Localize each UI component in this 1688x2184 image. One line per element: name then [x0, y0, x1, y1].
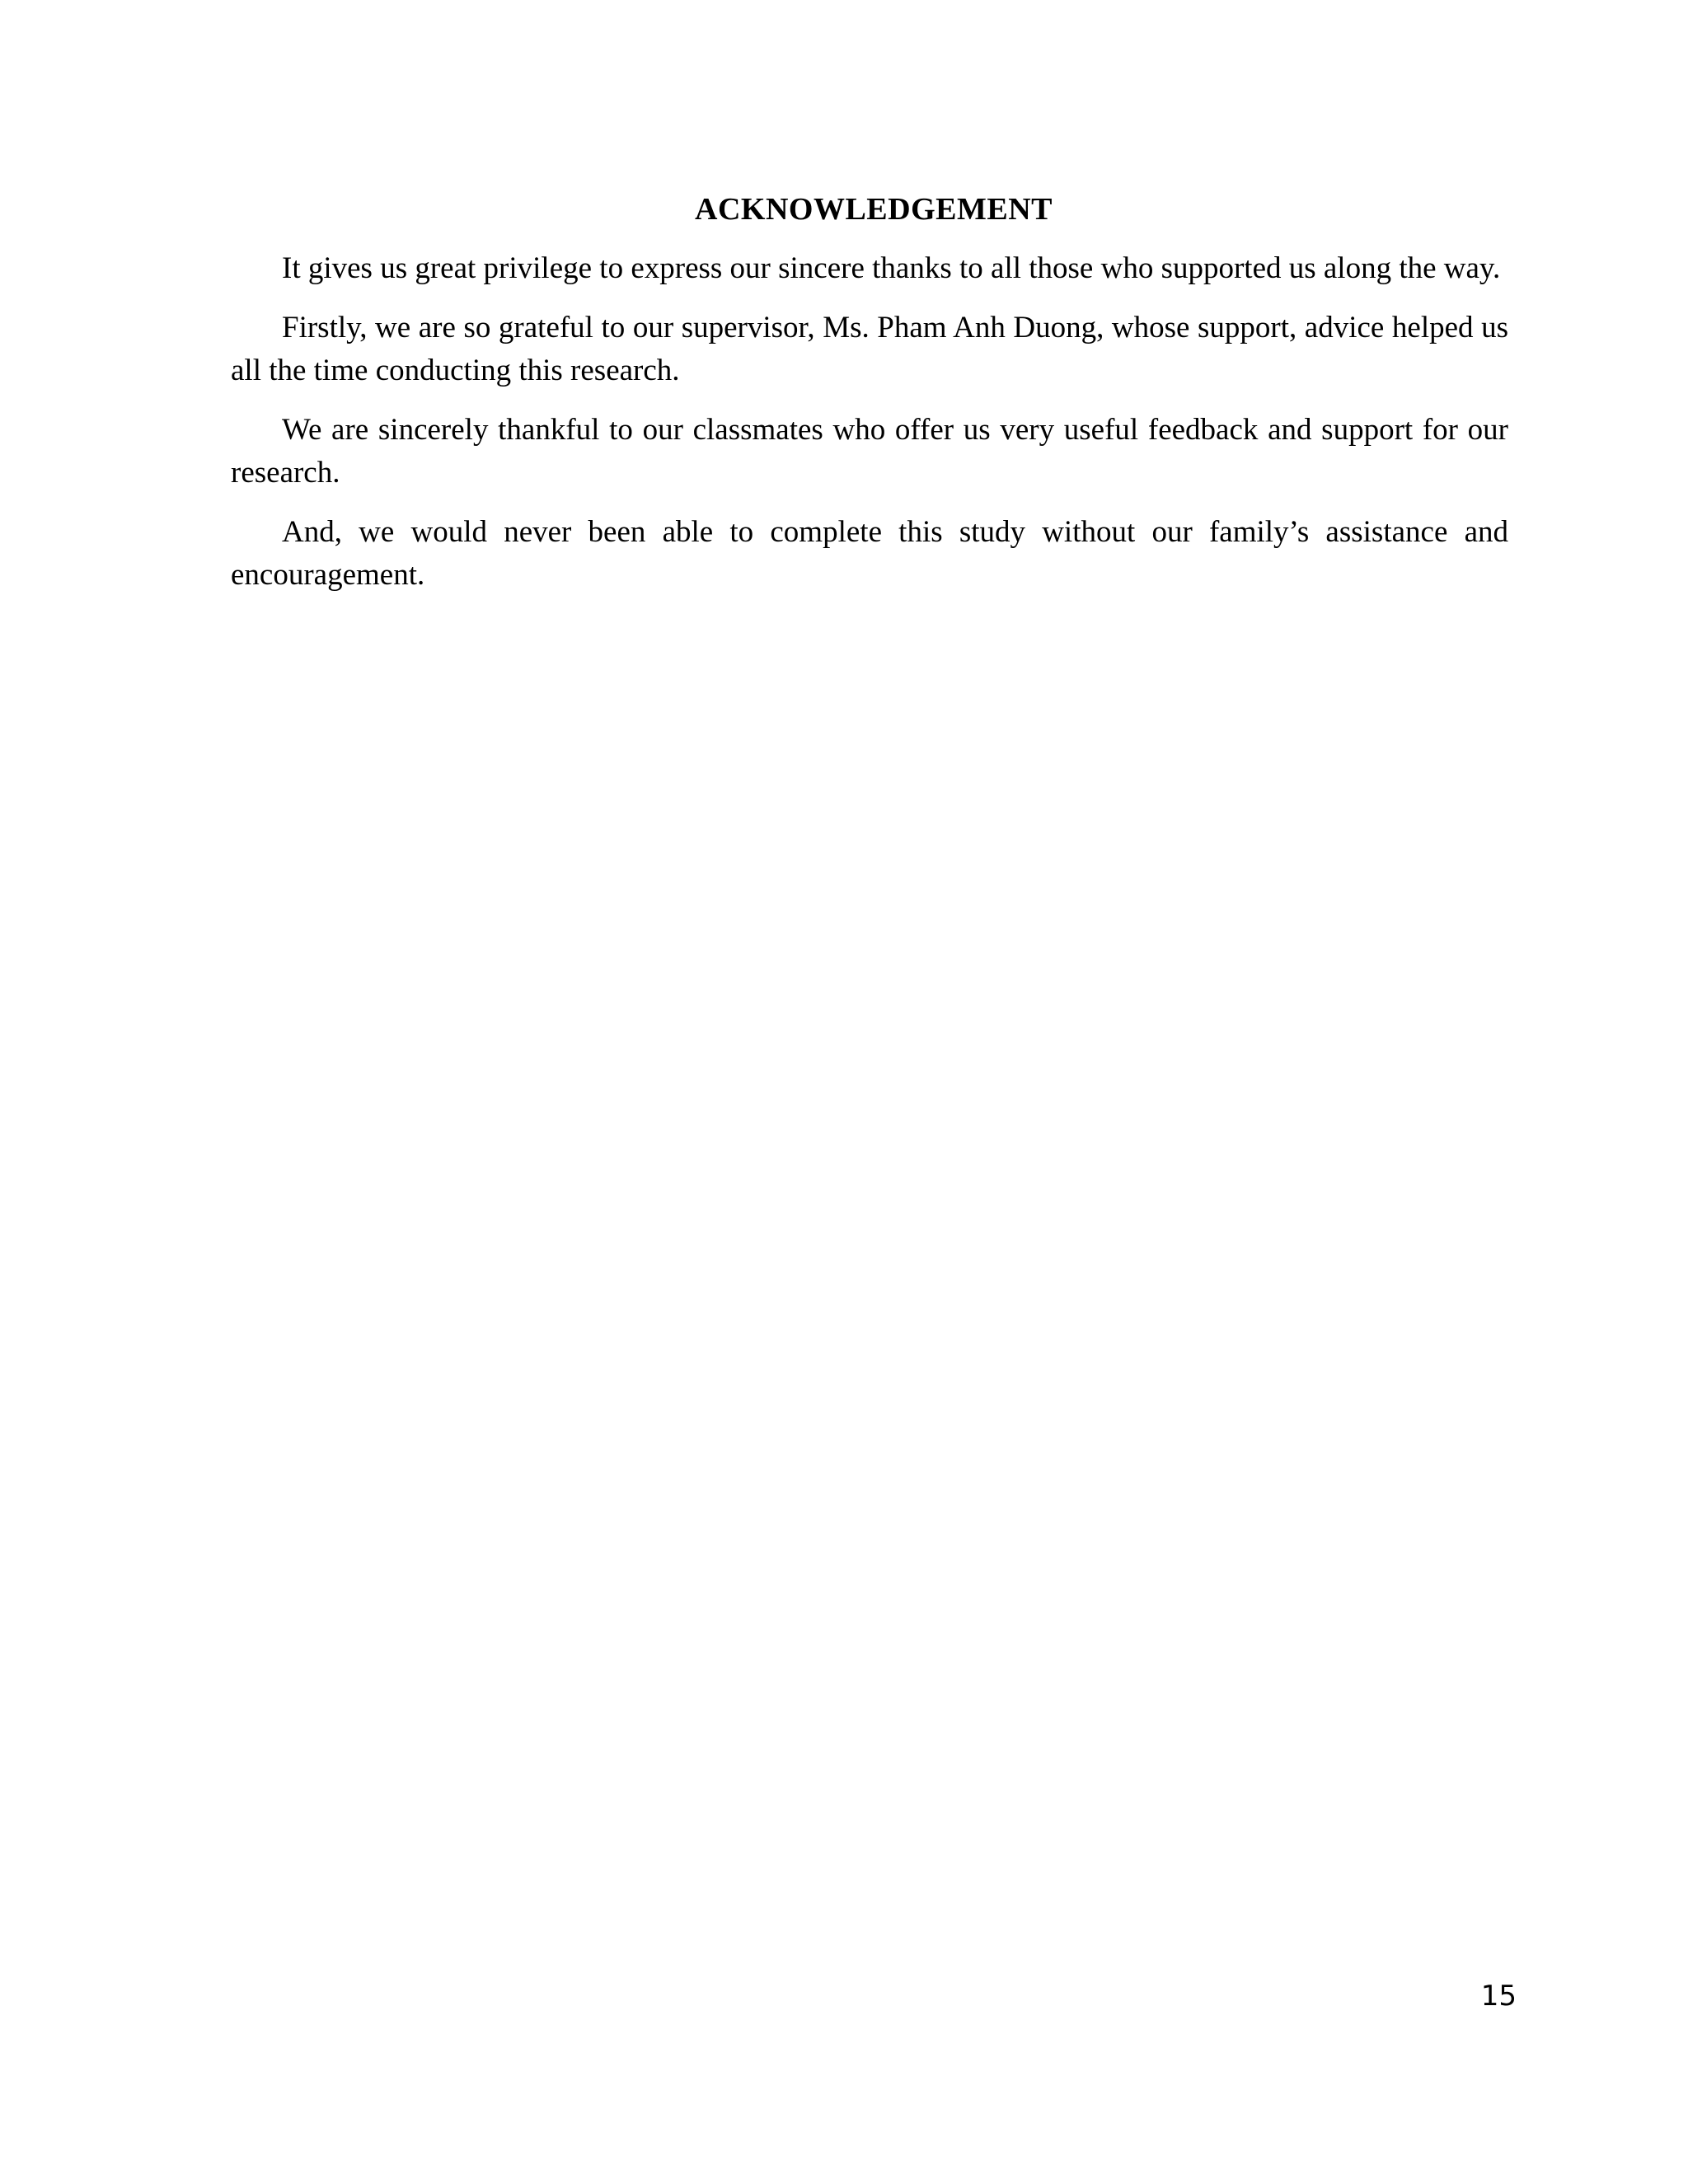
paragraph-2: Firstly, we are so grateful to our supervisor, Ms. Pham Anh Duong, whose support, advice helped us all the time conducting this research.: [231, 311, 1508, 387]
paragraph-3: We are sincerely thankful to our classmates who offer us very useful feedback and support for our research.: [231, 413, 1508, 490]
paragraph-4: And, we would never been able to complete this study without our family’s assistance and encouragement.: [231, 515, 1508, 592]
page-title: ACKNOWLEDGEMENT: [695, 192, 1053, 227]
acknowledgement-body: [231, 247, 1508, 613]
page-number: 15: [1480, 1980, 1517, 2013]
paragraph-1: It gives us great privilege to express our sincere thanks to all those who supported us along the way.: [282, 251, 1501, 285]
